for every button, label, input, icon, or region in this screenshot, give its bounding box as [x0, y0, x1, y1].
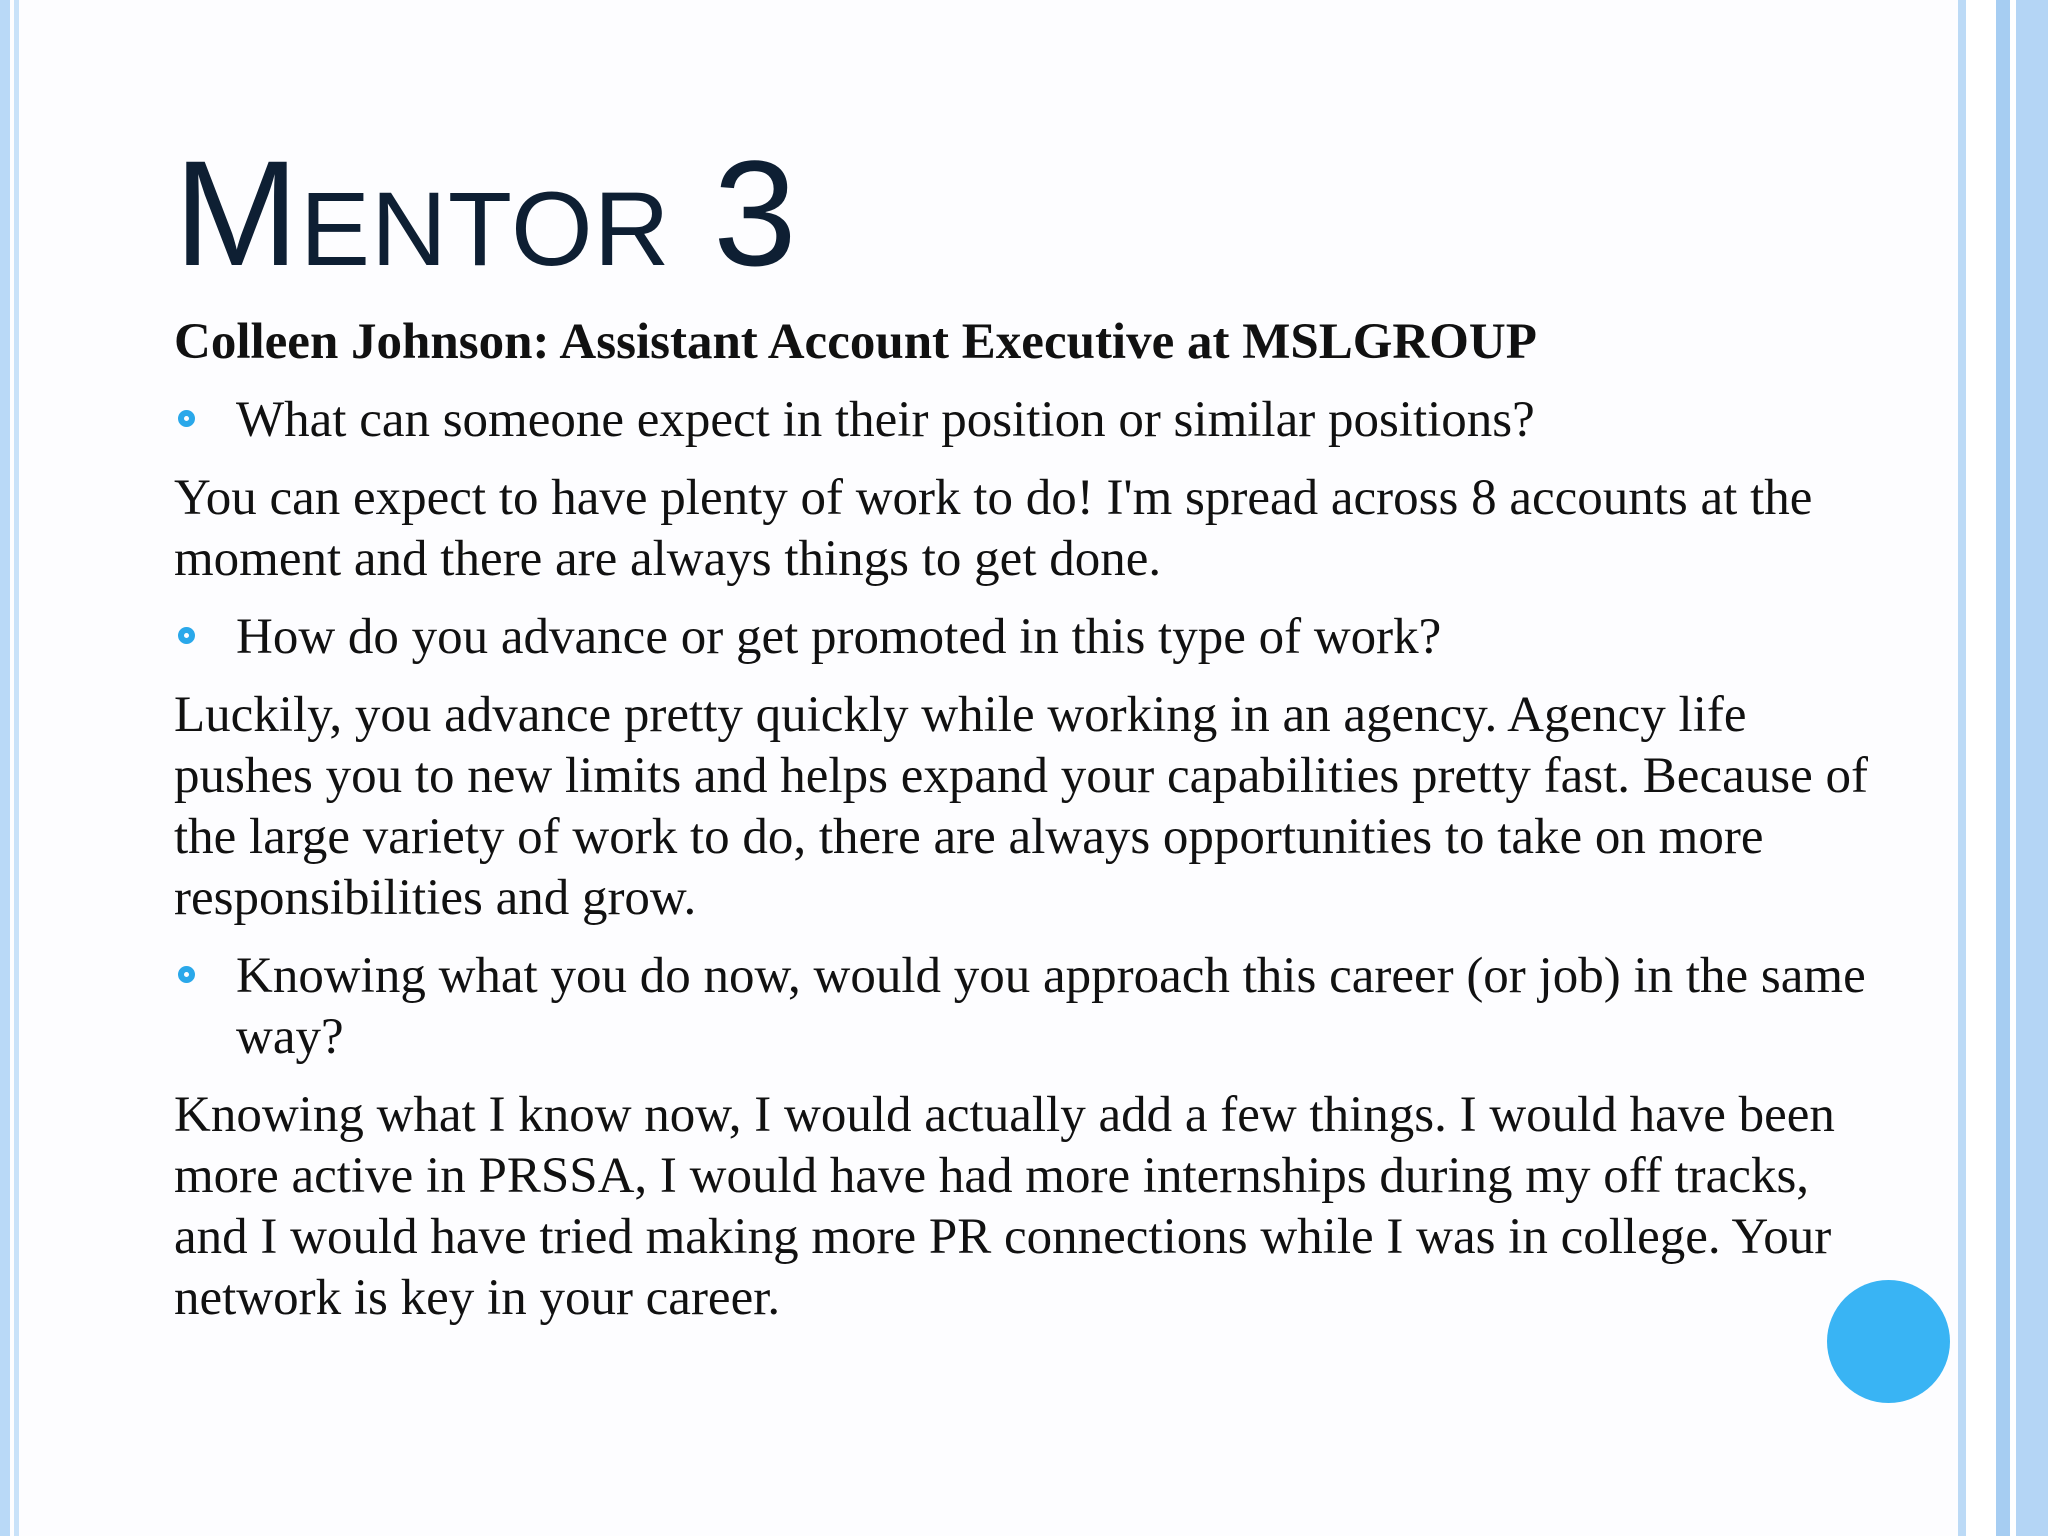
bullet-icon: [178, 627, 195, 644]
question-3-text: Knowing what you do now, would you approach this career (or job) in the same way?: [236, 948, 1866, 1065]
question-1: [174, 390, 1874, 451]
bullet-icon: [178, 410, 195, 427]
slide-body: [174, 312, 1874, 1346]
question-2: [174, 607, 1874, 668]
decorative-circle-icon: [1827, 1280, 1950, 1403]
question-2-text: How do you advance or get promoted in this type of work?: [236, 609, 1442, 665]
right-border-stripe-3: [2016, 0, 2048, 1536]
bullet-icon: [178, 966, 195, 983]
right-border-stripe-2: [1996, 0, 2010, 1536]
right-border-gap-1: [1966, 0, 1996, 1536]
answer-1: You can expect to have plenty of work to do! I'm spread across 8 accounts at the moment and there are always things to get done.: [174, 470, 1813, 587]
right-border-stripe-1: [1958, 0, 1966, 1536]
left-edge-stripe: [0, 0, 10, 1536]
slide-title: Mentor 3: [174, 129, 798, 297]
question-1-text: What can someone expect in their position or similar positions?: [236, 392, 1535, 448]
mentor-subtitle: Colleen Johnson: Assistant Account Executive at MSLGROUP: [174, 314, 1537, 370]
question-3: [174, 946, 1874, 1068]
answer-3: Knowing what I know now, I would actually add a few things. I would have been more active in PRSSA, I would have had more internships during my off tracks, and I would have tried making more PR connections while I was in college. Your network is key in your career.: [174, 1087, 1835, 1326]
left-edge-stripe-inner: [14, 0, 19, 1536]
answer-2: Luckily, you advance pretty quickly while working in an agency. Agency life pushes you to new limits and helps expand your capabilities pretty fast. Because of the large variety of work to do, there are always opportunities to take on more responsibilities and grow.: [174, 687, 1868, 926]
